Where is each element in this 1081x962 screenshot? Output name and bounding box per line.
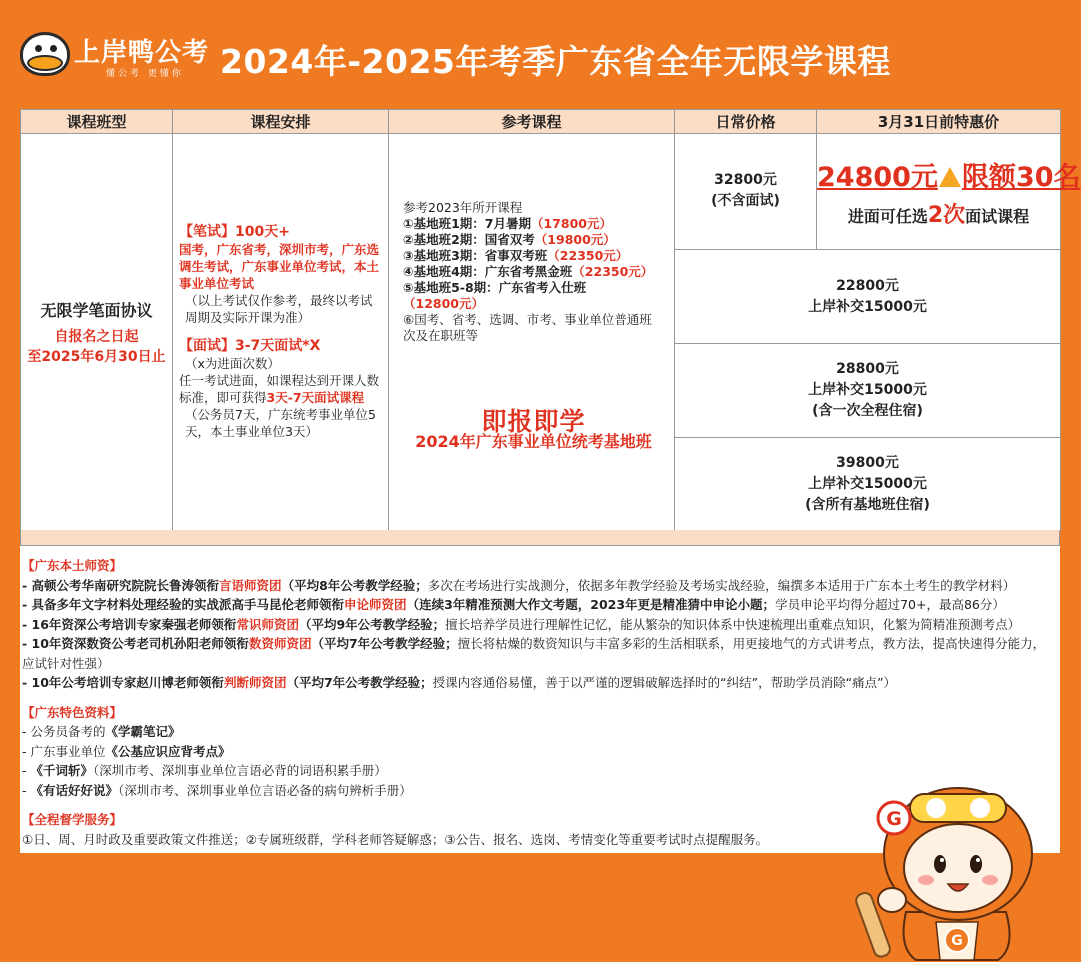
materials-heading: 【广东特色资料】 (22, 704, 123, 720)
schedule-cell (173, 134, 389, 531)
price-note: (不含面试) (711, 193, 780, 209)
course-type-cell (21, 134, 173, 531)
written-note: （以上考试仅作参考，最终以考试周期及实际开课为准） (185, 293, 373, 325)
warning-icon (939, 167, 961, 187)
course-type-name: 无限学笔面协议 (40, 300, 153, 320)
list-item: - 具备多年文字材料处理经验的实战派高手马昆伦老师领衔申论师资团（连续3年精准预测大作文考题，2023年更是精准猜中申论小题；学员申论平均得分超过70+，最高86分） (22, 597, 1005, 612)
price-amount: 22800元 (836, 277, 899, 294)
brand-logo (20, 30, 210, 80)
reference-list (403, 200, 664, 344)
price-cell-1 (675, 134, 817, 250)
price-amount: 39800元 (836, 454, 899, 471)
header-reference: 参考课程 (389, 110, 675, 134)
interview-course-days: 3天-7天面试课程 (266, 390, 365, 405)
interview-desc (179, 372, 382, 406)
page-header (0, 0, 1080, 110)
price-note: 上岸补交15000元 (808, 382, 927, 398)
list-item: ③基地班3期：省事双考班（22350元） (403, 248, 629, 263)
reference-cell (389, 134, 675, 531)
reference-other: ⑥国考、省考、选调、市考、事业单位普通班次及在职班等 (403, 312, 652, 343)
price-cell-3 (675, 344, 1061, 438)
svg-text:G: G (951, 933, 963, 949)
list-item: ⑤基地班5-8期：广东省考入仕班（12800元） (403, 280, 587, 311)
services-text: ①日、周、月时政及重要政策文件推送；②专属班级群，学科老师答疑解惑；③公告、报名、选岗、考情变化等重要考试时点提醒服务。 (22, 831, 769, 847)
promo-cell (817, 134, 1081, 250)
header-promo-price: 3月31日前特惠价 (817, 110, 1061, 134)
slogan-main: 即报即学 (481, 407, 586, 436)
teachers-heading: 【广东本土师资】 (22, 558, 123, 573)
interview-desc-text: 任一考试进面，如课程达到开课人数标准，即可获得 (179, 373, 380, 405)
brand-slogan: 懂公考 更懂你 (106, 69, 184, 79)
course-type-end: 至2025年6月30日止 (27, 348, 166, 365)
duck-logo-icon (20, 32, 70, 76)
interview-title: 【面试】3-7天面试*X (179, 338, 321, 354)
course-sheet (20, 109, 1081, 949)
list-item: - 公务员备考的《学霸笔记》 (22, 724, 181, 739)
interview-note: （公务员7天，广东统考事业单位5天，本土事业单位3天） (185, 407, 376, 439)
svg-text:G: G (886, 808, 902, 830)
promo-headline (817, 155, 1081, 194)
list-item: - 《有话好好说》（深圳市考、深圳事业单位言语必备的病句辨析手册） (22, 782, 412, 798)
reference-intro: 参考2023年所开课程 (403, 200, 523, 215)
page-title: 2024年-2025年考季广东省全年无限学课程 (220, 42, 891, 81)
course-table (20, 109, 1081, 531)
list-item: - 10年公考培训专家赵川博老师领衔判断师资团（平均7年公考教学经验；授课内容通俗易懂，善于以严谨的逻辑破解选择时的“纠结”，帮助学员消除“痛点”） (22, 675, 897, 690)
header-schedule: 课程安排 (173, 110, 389, 134)
course-type-start: 自报名之日起 (54, 328, 139, 345)
price-cell-4 (675, 438, 1061, 531)
promo-price: 24800元 (817, 161, 938, 193)
header-daily-price: 日常价格 (675, 110, 817, 134)
list-item: - 10年资深数资公考老司机孙阳老师领衔数资师资团（平均7年公考教学经验；擅长将枯燥的数资知识与丰富多彩的生活相联系，用更接地气的方式讲考点，教方法，提高快速得分能力，应试针对性强） (22, 636, 1046, 671)
price-cell-2 (675, 250, 1061, 344)
services-heading: 【全程督学服务】 (22, 812, 123, 827)
list-item: ④基地班4期：广东省考黑金班（22350元） (403, 264, 654, 279)
list-item: - 高顿公考华南研究院院长鲁涛领衔言语师资团（平均8年公考教学经验；多次在考场进行实战测分，依据多年教学经验及考场实战经验，编撰多本适用于广东本土考生的教学材料） (22, 577, 1016, 593)
list-item: ②基地班2期：国省双考（19800元） (403, 232, 616, 247)
promo-limit: 限额30名 (961, 161, 1081, 193)
list-item: - 《千词斩》（深圳市考、深圳事业单位言语必背的词语积累手册） (22, 763, 387, 778)
table-header-row (21, 110, 1061, 134)
price-extra: (含所有基地班住宿) (805, 496, 930, 513)
interview-x-note: （x为进面次数） (185, 356, 280, 371)
price-amount: 32800元 (714, 172, 777, 188)
price-note: 上岸补交15000元 (808, 298, 927, 315)
reference-slogan (403, 407, 664, 451)
brand-name: 上岸鸭公考 (74, 38, 210, 68)
list-item: ①基地班1期：7月暑期（17800元） (403, 216, 612, 231)
slogan-sub: 2024年广东事业单位统考基地班 (415, 432, 652, 451)
divider-band (20, 530, 1060, 546)
header-course-type: 课程班型 (21, 110, 173, 134)
promo-sub: 进面可任选2次面试课程 (847, 202, 1030, 228)
written-scope: 国考，广东省考，深圳市考，广东选调生考试，广东事业单位考试，本土事业单位考试 (179, 242, 380, 291)
written-title: 【笔试】100天+ (179, 224, 290, 240)
list-item: - 广东事业单位《公基应识应背考点》 (22, 743, 231, 759)
mascot-illustration (858, 772, 1038, 962)
price-note: 上岸补交15000元 (808, 475, 927, 492)
price-extra: (含一次全程住宿) (812, 403, 923, 419)
list-item: - 16年资深公考培训专家秦强老师领衔常识师资团（平均9年公考教学经验；擅长培养学员进行理解性记忆，能从繁杂的知识体系中快速梳理出重难点知识，化繁为简精准预测考点） (22, 616, 1021, 632)
price-amount: 28800元 (836, 361, 899, 377)
